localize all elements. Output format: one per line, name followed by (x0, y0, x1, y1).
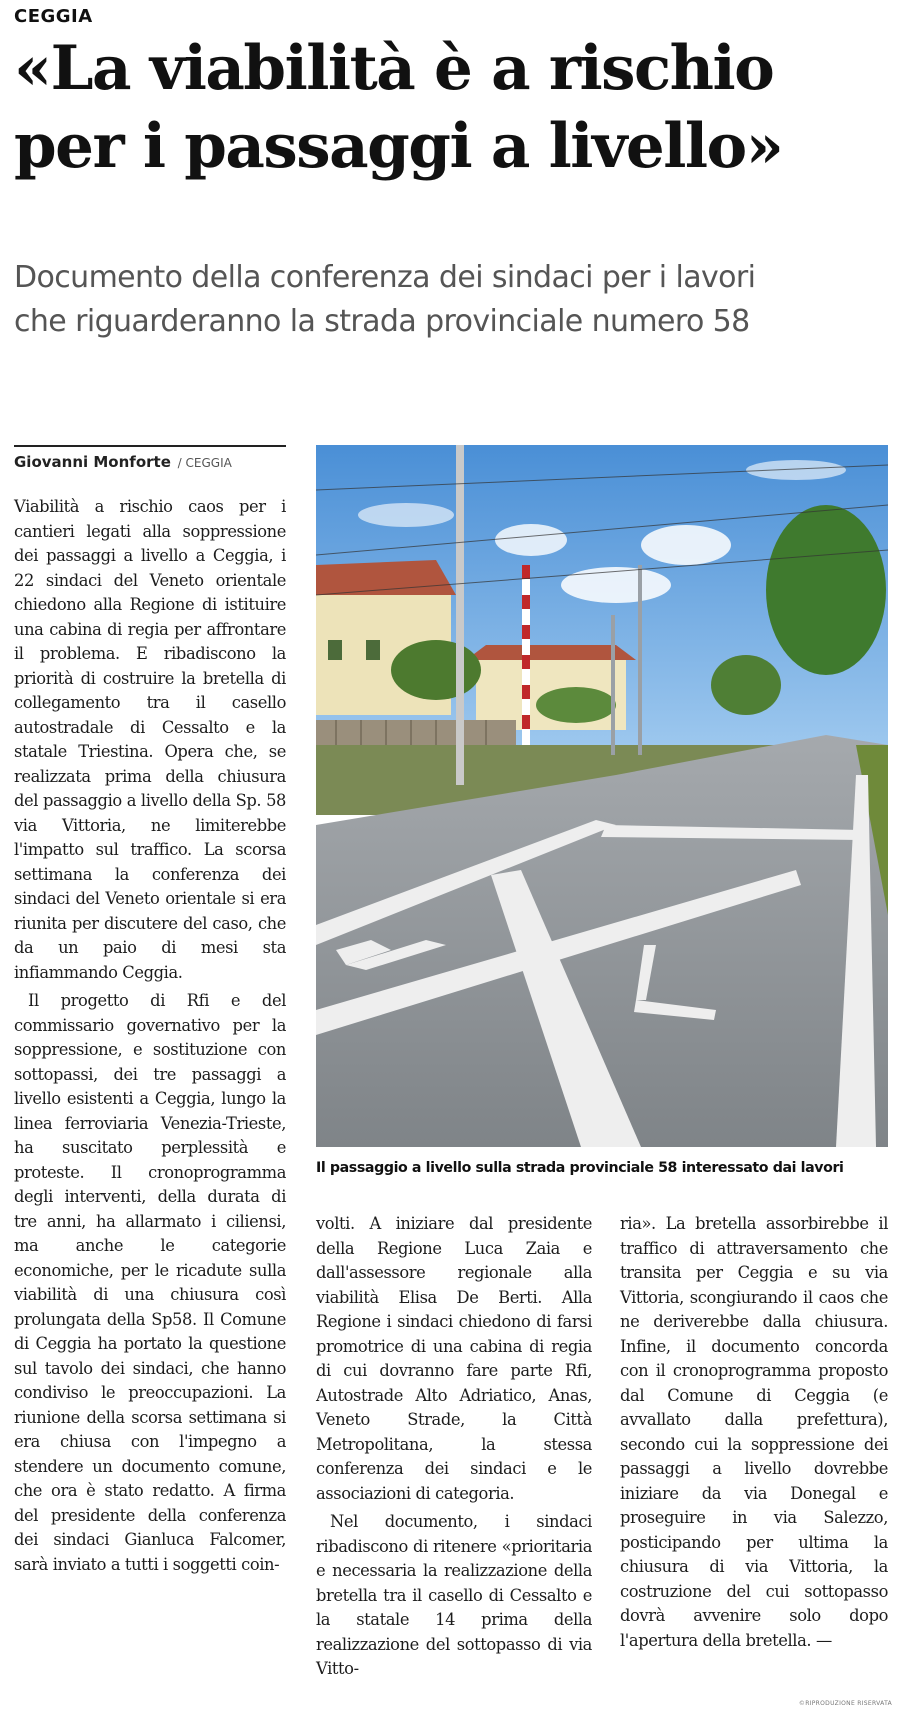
article-column-3 (620, 1212, 888, 1653)
window (366, 640, 380, 660)
headline (14, 30, 894, 186)
cloud (746, 460, 846, 480)
article-photo (316, 445, 888, 1147)
subheadline-line-1: Documento della conferenza dei sindaci per i lavori (14, 260, 756, 295)
cloud (495, 524, 567, 556)
photo-caption: Il passaggio a livello sulla strada provinciale 58 interessato dai lavori (316, 1160, 844, 1176)
byline (14, 445, 286, 471)
section-kicker: CEGGIA (14, 6, 93, 27)
level-crossing-barrier (522, 565, 530, 745)
subheadline-line-2: che riguarderanno la strada provinciale numero 58 (14, 304, 750, 339)
roof (466, 645, 636, 660)
cloud (641, 525, 731, 565)
utility-pole (456, 445, 464, 785)
cloud (358, 503, 454, 527)
author-name: Giovanni Monforte (14, 453, 171, 471)
window (328, 640, 342, 660)
copyright-notice: ©RIPRODUZIONE RISERVATA (798, 1700, 892, 1707)
paragraph: volti. A iniziare dal presidente della Regione Luca Zaia e dall'assessore regionale alla viabilità Elisa De Berti. Alla Regione i sindaci chiedono di farsi promotrice di una cabina di regia di cui dovranno fare parte Rfi, Autostrade Alto Adriatico, Anas, Veneto Strade, la Città Metropolitana, la stessa conferenza dei sindaci e le associazioni di categoria. (316, 1214, 592, 1503)
headline-line-1: «La viabilità è a rischio (14, 33, 774, 104)
tree (711, 655, 781, 715)
tree (536, 687, 616, 723)
paragraph: Il progetto di Rfi e del commissario governativo per la soppressione, e sostituzione con sottopassi, dei tre passaggi a livello esistenti a Ceggia, lungo la linea ferroviaria Venezia-Trieste, ha suscitato perplessità e proteste. Il cronoprogramma degli interventi, della durata di tre anni, ha allarmato i ciliensi, ma anche le categorie economiche, per le ricadute sulla viabilità di una chiusura così prolungata della Sp58. Il Comune di Ceggia ha portato la questione sul tavolo dei sindaci, che hanno condiviso le preoccupazioni. La riunione della scorsa settimana si era chiusa con l'impegno a stendere un documento comune, che ora è stato redatto. A firma del presidente della conferenza dei sindaci Gianluca Falcomer, sarà inviato a tutti i soggetti coin- (14, 991, 286, 1574)
paragraph: Viabilità a rischio caos per i cantieri legati alla soppressione dei passaggi a livello a Ceggia, i 22 sindaci del Veneto orientale chiedono alla Regione di istituire una cabina di regia per affrontare il problema. E ribadiscono la priorità di costruire la bretella di collegamento tra il casello autostradale di Cessalto e la statale Triestina. Opera che, se realizzata prima della chiusura del passaggio a livello della Sp. 58 via Vittoria, ne limiterebbe l'impatto sul traffico. La scorsa settimana la conferenza dei sindaci del Veneto orientale si era riunita per discutere del caso, che da un paio di mesi sta infiammando Ceggia. (14, 497, 286, 982)
street-light-pole (638, 565, 642, 755)
subheadline (14, 256, 894, 344)
tree (391, 640, 481, 700)
paragraph: Nel documento, i sindaci ribadiscono di ritenere «prioritaria e necessaria la realizzazione della bretella tra il casello di Cessalto e la statale 14 prima della realizzazione del sottopasso di via Vitto- (316, 1512, 592, 1678)
paragraph: ria». La bretella assorbirebbe il traffico di attraversamento che transita per Ceggia e su via Vittoria, scongiurando il caos che ne deriverebbe dalla chiusura. Infine, il documento concorda con il cronoprogramma proposto dal Comune di Ceggia (e avvallato dalla prefettura), secondo cui la soppressione dei passaggi a livello dovrebbe iniziare da via Donegal e proseguire in via Salezzo, posticipando per ultima la chiusura di via Vittoria, la costruzione del cui sottopasso dovrà avvenire solo dopo l'apertura della bretella. — (620, 1214, 888, 1650)
headline-line-2: per i passaggi a livello» (14, 111, 783, 182)
street-light-pole (611, 615, 615, 755)
article-column-1 (14, 495, 286, 1577)
cloud (561, 567, 671, 603)
tree (766, 505, 886, 675)
byline-place: / CEGGIA (177, 456, 232, 470)
article-column-2 (316, 1212, 592, 1682)
